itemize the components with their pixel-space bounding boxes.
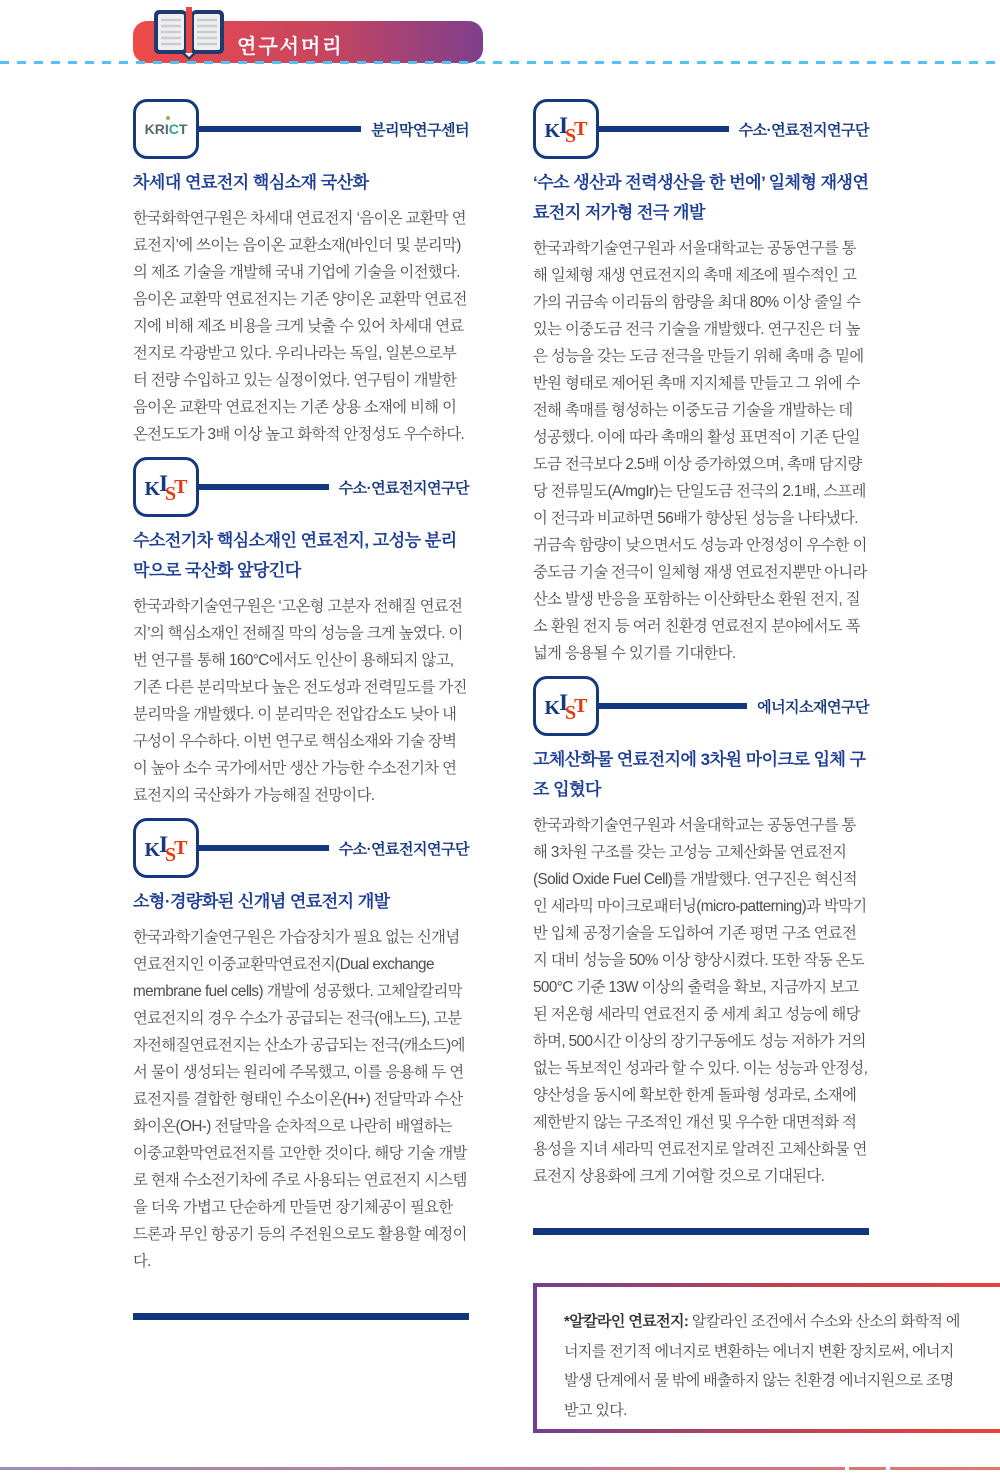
kist-logo: KIST (144, 470, 188, 505)
column-left (133, 98, 469, 1320)
lab-header-row (533, 98, 869, 160)
org-logo (533, 676, 599, 736)
krict-logo: KRICT (144, 121, 188, 137)
article (133, 98, 469, 448)
lab-header-row (133, 817, 469, 879)
org-logo (133, 99, 199, 159)
footnote-box (533, 1283, 1000, 1433)
lab-connector-line (599, 703, 747, 709)
org-logo (133, 457, 199, 517)
article (133, 456, 469, 809)
lab-name: 분리막연구센터 (371, 121, 469, 139)
article-title: 수소전기차 핵심소재인 연료전지, 고성능 분리막으로 국산화 앞당긴다 (133, 531, 457, 580)
article-title: ‘수소 생산과 전력생산을 한 번에’ 일체형 재생연료전지 저가형 전극 개발 (533, 173, 869, 222)
column-end-rule (133, 1313, 469, 1320)
dashed-divider (0, 61, 1000, 64)
kist-logo: KIST (144, 831, 188, 866)
article-body: 한국화학연구원은 차세대 연료전지 ‘음이온 교환막 연료전지’에 쓰이는 음이온 교환소재(바인더 및 분리막)의 제조 기술을 개발해 국내 기업에 기술을 이전했다. 음이온 교환막 연료전지는 기존 양이온 교환막 연료전지에 비해 제조 비용을 크게 낮출 수 있어 차세대 연료전지로 각광받고 있다. 우리나라는 독일, 일본으로부터 전량 수입하고 있는 실정이었다. 연구팀이 개발한 음이온 교환막 연료전지는 기존 상용 소재에 비해 이온전도도가 3배 이상 높고 화학적 안정성도 우수하다. (133, 210, 467, 443)
article-title: 고체산화물 연료전지에 3차원 마이크로 입체 구조 입혔다 (533, 750, 866, 799)
org-logo (533, 99, 599, 159)
footnote-text (537, 1287, 1000, 1429)
lab-name: 수소·연료전지연구단 (338, 840, 469, 858)
lab-connector-line (199, 126, 361, 132)
lab-header-row (133, 456, 469, 518)
section-title: 연구서머리 (237, 36, 344, 58)
article (533, 675, 869, 1190)
lab-connector-line (199, 845, 329, 851)
lab-name: 수소·연료전지연구단 (738, 121, 869, 139)
org-logo (133, 818, 199, 878)
article (533, 98, 869, 667)
footer-gradient-rule (0, 1467, 1000, 1470)
lab-name: 수소·연료전지연구단 (338, 479, 469, 497)
article-title: 소형·경량화된 신개념 연료전지 개발 (133, 892, 390, 911)
lab-header-row (533, 675, 869, 737)
footer-rule-gap (886, 1466, 890, 1471)
article-body: 한국과학기술연구원은 가습장치가 필요 없는 신개념 연료전지인 이중교환막연료전지(Dual exchange membrane fuel cells) 개발에 성공했다. 고체알칼리막연료전지의 경우 수소가 공급되는 전극(애노드), 고분자전해질연료전지는 산소가 공급되는 전극(캐소드)에서 물이 생성되는 원리에 주목했고, 이를 응용해 두 연료전지를 결합한 형태인 수소이온(H+) 전달막과 수산화이온(OH-) 전달막을 순차적으로 나란히 배열하는 이중교환막연료전지를 고안한 것이다. 해당 기술 개발로 현재 수소전기차에 주로 사용되는 연료전지 시스템을 더욱 가볍고 단순하게 만들면 장기체공이 필요한 드론과 무인 항공기 등의 주전원으로도 활용할 예정이다. (133, 929, 467, 1270)
kist-logo: KIST (544, 689, 588, 724)
footer-rule-gap (845, 1466, 849, 1471)
column-end-rule (533, 1228, 869, 1235)
article-body: 한국과학기술연구원과 서울대학교는 공동연구를 통해 3차원 구조를 갖는 고성능 고체산화물 연료전지(Solid Oxide Fuel Cell)를 개발했다. 연구진은 혁신적인 세라믹 마이크로패터닝(micro-patterning)과 박막기반 입체 공정기술을 도입하여 기존 평면 구조 연료전지 대비 성능을 50% 이상 향상시켰다. 또한 작동 온도 500°C 기준 13W 이상의 출력을 확보, 지금까지 보고된 저온형 세라믹 연료전지 중 세계 최고 성능에 해당하며, 500시간 이상의 장기구동에도 성능 저하가 거의 없는 독보적인 성과라 할 수 있다. 이는 성능과 안정성, 양산성을 동시에 확보한 한계 돌파형 성과로, 소재에 제한받지 않는 구조적인 개선 및 우수한 대면적화 적용성을 지녀 세라믹 연료전지로 알려진 고체산화물 연료전지 상용화에 크게 기여할 것으로 기대된다. (533, 817, 868, 1185)
article-title: 차세대 연료전지 핵심소재 국산화 (133, 173, 369, 192)
footnote-definition: 알칼라인 조건에서 수소와 산소의 화학적 에너지를 전기적 에너지로 변환하는 에너지 변환 장치로써, 에너지 발생 단계에서 물 밖에 배출하지 않는 친환경 에너지원으로 조명 받고 있다. (564, 1313, 960, 1419)
lab-connector-line (599, 126, 729, 132)
open-book-icon (151, 6, 227, 65)
column-right (533, 98, 869, 1235)
article (133, 817, 469, 1275)
article-body: 한국과학기술연구원과 서울대학교는 공동연구를 통해 일체형 재생 연료전지의 촉매 제조에 필수적인 고가의 귀금속 이리듐의 함량을 최대 80% 이상 줄일 수 있는 이중도금 전극 기술을 개발했다. 연구진은 더 높은 성능을 갖는 도금 전극을 만들기 위해 촉매 층 밑에 반원 형태로 제어된 촉매 지지체를 만들고 그 위에 수전해 촉매를 형성하는 이중도금 기술을 개발하는 데 성공했다. 이에 따라 촉매의 활성 표면적이 기존 단일도금 전극보다 2.5배 이상 증가하였으며, 촉매 담지량 당 전류밀도(A/mgIr)는 단일도금 전극의 2.1배, 스프레이 전극과 비교하면 56배가 향상된 성능을 나타냈다. 귀금속 함량이 낮으면서도 성능과 안정성이 우수한 이중도금 기술 전극이 일체형 재생 연료전지뿐만 아니라 산소 발생 반응을 포함하는 이산화탄소 환원 전지, 질소 환원 전지 등 여러 친환경 연료전지 분야에서도 폭넓게 응용될 수 있기를 기대한다. (533, 240, 867, 662)
article-body: 한국과학기술연구원은 ‘고온형 고분자 전해질 연료전지’의 핵심소재인 전해질 막의 성능을 크게 높였다. 이번 연구를 통해 160°C에서도 인산이 용해되지 않고, 기존 다른 분리막보다 높은 전도성과 전력밀도를 가진 분리막을 개발했다. 이 분리막은 전압감소도 낮아 내구성이 우수하다. 이번 연구로 핵심소재와 기술 장벽이 높아 소수 국가에서만 생산 가능한 수소전기차 연료전지의 국산화가 가능해질 전망이다. (133, 598, 467, 804)
lab-name: 에너지소재연구단 (757, 698, 869, 716)
lab-connector-line (199, 484, 329, 490)
section-header-badge (133, 21, 483, 63)
footnote-term: *알칼라인 연료전지: (564, 1313, 689, 1330)
kist-logo: KIST (544, 112, 588, 147)
lab-header-row (133, 98, 469, 160)
